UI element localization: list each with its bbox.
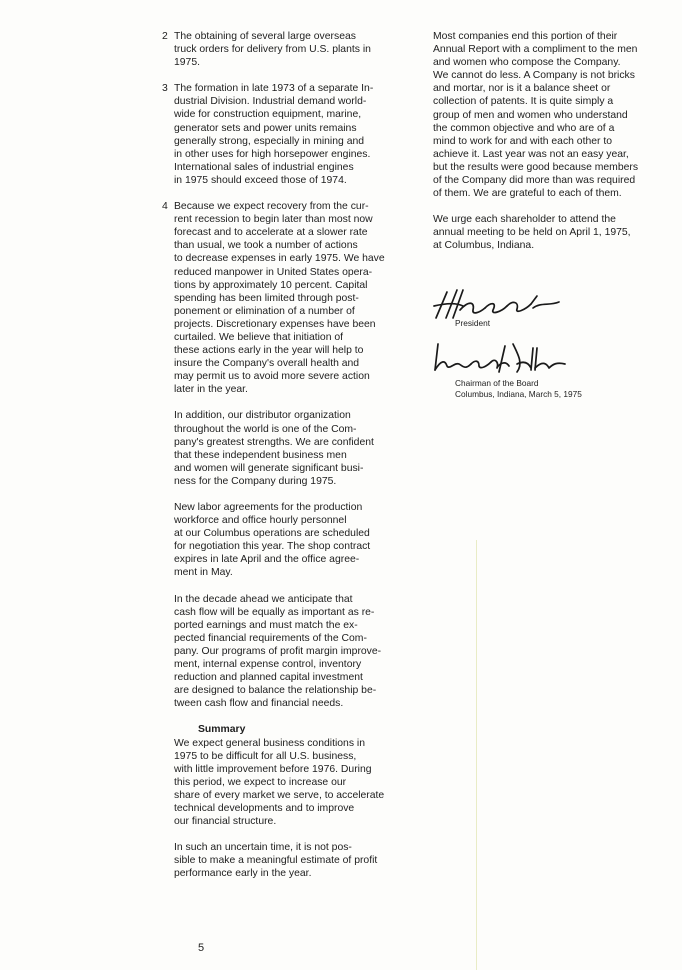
- text-line: ponement or elimination of a number of: [174, 305, 355, 317]
- text-line: our financial structure.: [174, 816, 277, 828]
- text-line: group of men and women who understand: [433, 109, 628, 121]
- text-line: In addition, our distributor organization: [174, 410, 351, 422]
- text-line: mind to work for and with each other to: [433, 135, 613, 147]
- paragraph-annual-meeting: [433, 213, 678, 252]
- right-column: [433, 30, 678, 266]
- text-line: The obtaining of several large overseas: [174, 31, 356, 42]
- text-line: in 1975 should exceed those of 1974.: [174, 174, 347, 186]
- president-signature: [433, 288, 563, 322]
- text-line: with little improvement before 1976. During: [174, 763, 372, 775]
- text-line: forecast and to accelerate at a slower rate: [174, 227, 368, 239]
- text-line: for negotiation this year. The shop contract: [174, 541, 371, 553]
- text-line: ment, internal expense control, inventory: [174, 659, 362, 671]
- text-line: than usual, we took a number of actions: [174, 240, 358, 252]
- list-item-4: [162, 200, 414, 396]
- paragraph-labor: [174, 501, 414, 580]
- text-line: cash flow will be equally as important as re-: [174, 606, 375, 618]
- text-line: pany. Our programs of profit margin improve-: [174, 645, 382, 657]
- caption-line: Chairman of the Board: [455, 378, 539, 388]
- text-line: at Columbus, Indiana.: [433, 240, 535, 252]
- text-line: reduction and planned capital investment: [174, 672, 363, 684]
- left-column: [162, 30, 414, 893]
- text-line: expires in late April and the office agree-: [174, 554, 360, 566]
- text-line: Annual Report with a compliment to the men: [433, 44, 638, 56]
- text-line: tween cash flow and financial needs.: [174, 698, 344, 710]
- text-line: 1975 to be difficult for all U.S. business,: [174, 750, 357, 762]
- text-line: generally strong, especially in mining and: [174, 135, 365, 147]
- column-rule: [476, 540, 477, 970]
- text-line: New labor agreements for the production: [174, 502, 363, 513]
- text-line: ment in May.: [174, 567, 233, 579]
- list-number: 2: [162, 31, 168, 42]
- paragraph-cash-flow: [174, 593, 414, 711]
- text-line: We urge each shareholder to attend the: [433, 214, 616, 226]
- text-line: Because we expect recovery from the cur-: [174, 201, 369, 213]
- text-line: of the Company did more than was required: [433, 175, 636, 187]
- text-line: collection of patents. It is quite simply a: [433, 96, 614, 108]
- summary-heading: Summary: [198, 724, 246, 736]
- text-line: to decrease expenses in early 1975. We have: [174, 253, 385, 265]
- text-line: are designed to balance the relationship be-: [174, 685, 377, 697]
- text-line: International sales of industrial engines: [174, 161, 354, 173]
- text-line: spending has been limited through post-: [174, 292, 359, 304]
- text-line: In the decade ahead we anticipate that: [174, 593, 353, 605]
- text-line: later in the year.: [174, 384, 248, 396]
- text-line: annual meeting to be held on April 1, 1975,: [433, 227, 631, 239]
- text-line: share of every market we serve, to accelerate: [174, 789, 385, 801]
- text-line: generator sets and power units remains: [174, 122, 357, 134]
- text-line: In such an uncertain time, it is not pos-: [174, 842, 352, 854]
- text-line: pected financial requirements of the Com-: [174, 632, 367, 644]
- list-item-3: [162, 82, 414, 187]
- text-line: rent recession to begin later than most now: [174, 214, 373, 226]
- paragraph-distributors: [174, 409, 414, 488]
- text-line: may permit us to avoid more severe action: [174, 371, 370, 383]
- caption-line: Columbus, Indiana, March 5, 1975: [455, 389, 582, 399]
- text-line: reduced manpower in United States opera-: [174, 266, 373, 278]
- text-line: throughout the world is one of the Com-: [174, 423, 357, 435]
- text-line: that these independent business men: [174, 449, 347, 461]
- list-number: 4: [162, 201, 168, 213]
- list-number: 3: [162, 83, 168, 95]
- text-line: workforce and office hourly personnel: [174, 515, 347, 527]
- text-line: at our Columbus operations are scheduled: [174, 528, 370, 540]
- text-line: 1975.: [174, 57, 201, 69]
- text-line: We expect general business conditions in: [174, 737, 365, 749]
- text-line: ported earnings and must match the ex-: [174, 619, 358, 631]
- paragraph-compliment: [433, 30, 678, 200]
- text-line: performance early in the year.: [174, 868, 312, 880]
- list-item-2: [162, 30, 414, 69]
- text-line: insure the Company's overall health and: [174, 358, 360, 370]
- text-line: tions by approximately 10 percent. Capital: [174, 279, 368, 291]
- text-line: projects. Discretionary expenses have been: [174, 318, 376, 330]
- text-line: We cannot do less. A Company is not bricks: [433, 70, 635, 82]
- text-line: these actions early in the year will help to: [174, 345, 364, 357]
- text-line: and mortar, nor is it a balance sheet or: [433, 83, 611, 95]
- president-caption: President: [455, 318, 491, 328]
- text-line: the common objective and who are of a: [433, 122, 615, 134]
- text-line: The formation in late 1973 of a separate In-: [174, 83, 374, 95]
- chairman-signature: [433, 342, 568, 378]
- text-line: in other uses for high horsepower engines.: [174, 148, 371, 160]
- text-line: technical developments and to improve: [174, 802, 355, 814]
- chairman-caption: [455, 378, 582, 400]
- text-line: and women who compose the Company.: [433, 57, 621, 69]
- text-line: pany's greatest strengths. We are confident: [174, 436, 374, 448]
- text-line: truck orders for delivery from U.S. plants in: [174, 44, 371, 56]
- text-line: curtailed. We believe that initiation of: [174, 331, 344, 343]
- paragraph-uncertain: [174, 841, 414, 880]
- text-line: sible to make a meaningful estimate of profit: [174, 855, 378, 867]
- text-line: Most companies end this portion of their: [433, 31, 618, 42]
- text-line: but the results were good because members: [433, 161, 639, 173]
- text-line: ness for the Company during 1975.: [174, 475, 337, 487]
- paragraph-summary: [174, 737, 414, 829]
- page-number: 5: [198, 942, 205, 954]
- text-line: wide for construction equipment, marine,: [174, 109, 362, 121]
- text-line: dustrial Division. Industrial demand world-: [174, 96, 367, 108]
- text-line: this period, we expect to increase our: [174, 776, 347, 788]
- text-line: of them. We are grateful to each of them.: [433, 188, 622, 200]
- text-line: and women will generate significant busi-: [174, 462, 364, 474]
- text-line: achieve it. Last year was not an easy year,: [433, 148, 629, 160]
